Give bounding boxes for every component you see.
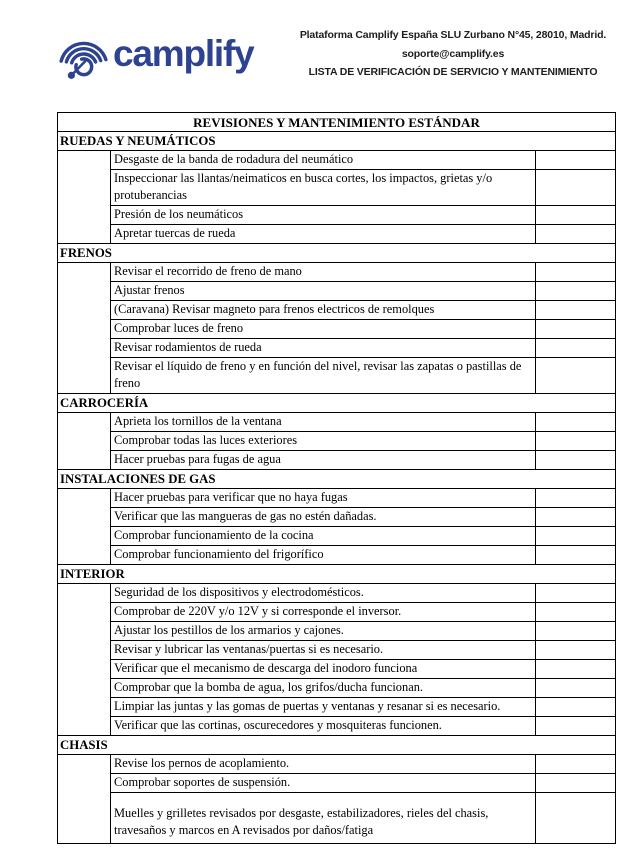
- check-cell: [536, 263, 616, 282]
- checklist-item-row: [58, 206, 616, 225]
- checklist-item-row: [58, 225, 616, 244]
- checklist-item-row: [58, 170, 616, 206]
- check-cell: [536, 717, 616, 736]
- item-description: Comprobar que la bomba de agua, los grifos/ducha funcionan.: [111, 679, 536, 698]
- item-description: Muelles y grilletes revisados por desgaste, estabilizadores, rieles del chasis, travesaños y marcos en A revisados por daños/fatiga: [111, 793, 536, 844]
- item-description: (Caravana) Revisar magneto para frenos electricos de remolques: [111, 301, 536, 320]
- indent-cell: [58, 755, 111, 844]
- checklist-item-row: [58, 603, 616, 622]
- indent-cell: [58, 151, 111, 244]
- support-email: soporte@camplify.es: [401, 47, 505, 60]
- check-cell: [536, 206, 616, 225]
- header-info: [286, 26, 620, 82]
- section-title: RUEDAS Y NEUMÁTICOS: [58, 132, 616, 151]
- check-cell: [536, 679, 616, 698]
- check-cell: [536, 225, 616, 244]
- checklist-item-row: [58, 793, 616, 844]
- item-description: Hacer pruebas para verificar que no haya fugas: [111, 489, 536, 508]
- checklist-item-row: [58, 679, 616, 698]
- check-cell: [536, 698, 616, 717]
- check-cell: [536, 320, 616, 339]
- item-description: Desgaste de la banda de rodadura del neumático: [111, 151, 536, 170]
- item-description: Comprobar funcionamiento del frigorífico: [111, 546, 536, 565]
- camplify-signal-gauge-icon: [56, 36, 110, 81]
- table-title-row: [58, 113, 616, 132]
- checklist-item-row: [58, 432, 616, 451]
- check-cell: [536, 170, 616, 206]
- section-header-row: [58, 565, 616, 584]
- checklist-table: [57, 112, 616, 844]
- table-title: REVISIONES Y MANTENIMIENTO ESTÁNDAR: [58, 113, 616, 132]
- checklist-item-row: [58, 320, 616, 339]
- checklist-item-row: [58, 717, 616, 736]
- check-cell: [536, 622, 616, 641]
- check-cell: [536, 451, 616, 470]
- item-description: Verificar que las mangueras de gas no estén dañadas.: [111, 508, 536, 527]
- checklist-item-row: [58, 301, 616, 320]
- checklist-item-row: [58, 508, 616, 527]
- document-title: LISTA DE VERIFICACIÓN DE SERVICIO Y MANTENIMIENTO: [308, 66, 598, 78]
- check-cell: [536, 432, 616, 451]
- checklist-item-row: [58, 358, 616, 394]
- indent-cell: [58, 263, 111, 394]
- checklist-item-row: [58, 660, 616, 679]
- check-cell: [536, 527, 616, 546]
- item-description: Comprobar luces de freno: [111, 320, 536, 339]
- item-description: Verificar que el mecanismo de descarga del inodoro funciona: [111, 660, 536, 679]
- item-description: Comprobar soportes de suspensión.: [111, 774, 536, 793]
- logo-wordmark: camplify: [113, 33, 254, 74]
- check-cell: [536, 660, 616, 679]
- item-description: Revise los pernos de acoplamiento.: [111, 755, 536, 774]
- indent-cell: [58, 489, 111, 565]
- check-cell: [536, 301, 616, 320]
- checklist-item-row: [58, 774, 616, 793]
- item-description: Revisar el recorrido de freno de mano: [111, 263, 536, 282]
- checklist-item-row: [58, 263, 616, 282]
- checklist-item-row: [58, 282, 616, 301]
- item-description: Ajustar los pestillos de los armarios y cajones.: [111, 622, 536, 641]
- checklist-item-row: [58, 413, 616, 432]
- item-description: Revisar rodamientos de rueda: [111, 339, 536, 358]
- checklist-item-row: [58, 641, 616, 660]
- indent-cell: [58, 413, 111, 470]
- checklist-item-row: [58, 489, 616, 508]
- section-title: INSTALACIONES DE GAS: [58, 470, 616, 489]
- item-description: Aprieta los tornillos de la ventana: [111, 413, 536, 432]
- checklist-item-row: [58, 698, 616, 717]
- checklist-item-row: [58, 622, 616, 641]
- item-description: Comprobar de 220V y/o 12V y si corresponde el inversor.: [111, 603, 536, 622]
- check-cell: [536, 282, 616, 301]
- checklist-item-row: [58, 584, 616, 603]
- item-description: Verificar que las cortinas, oscurecedores y mosquiteras funcionen.: [111, 717, 536, 736]
- check-cell: [536, 358, 616, 394]
- check-cell: [536, 339, 616, 358]
- section-title: INTERIOR: [58, 565, 616, 584]
- check-cell: [536, 584, 616, 603]
- section-header-row: [58, 470, 616, 489]
- section-title: CHASIS: [58, 736, 616, 755]
- item-description: Ajustar frenos: [111, 282, 536, 301]
- item-description: Hacer pruebas para fugas de agua: [111, 451, 536, 470]
- section-header-row: [58, 736, 616, 755]
- section-header-row: [58, 132, 616, 151]
- check-cell: [536, 774, 616, 793]
- check-cell: [536, 755, 616, 774]
- item-description: Presión de los neumáticos: [111, 206, 536, 225]
- section-title: CARROCERÍA: [58, 394, 616, 413]
- item-description: Inspeccionar las llantas/neimaticos en busca cortes, los impactos, grietas y/o protuberancias: [111, 170, 536, 206]
- check-cell: [536, 546, 616, 565]
- checklist-item-row: [58, 151, 616, 170]
- item-description: Revisar y lubricar las ventanas/puertas si es necesario.: [111, 641, 536, 660]
- item-description: Comprobar todas las luces exteriores: [111, 432, 536, 451]
- company-address: Plataforma Camplify España SLU Zurbano N°45, 28010, Madrid.: [299, 29, 607, 41]
- check-cell: [536, 489, 616, 508]
- item-description: Comprobar funcionamiento de la cocina: [111, 527, 536, 546]
- section-header-row: [58, 394, 616, 413]
- check-cell: [536, 641, 616, 660]
- checklist-item-row: [58, 755, 616, 774]
- checklist-item-row: [58, 546, 616, 565]
- check-cell: [536, 508, 616, 527]
- section-title: FRENOS: [58, 244, 616, 263]
- check-cell: [536, 151, 616, 170]
- checklist-item-row: [58, 451, 616, 470]
- indent-cell: [58, 584, 111, 736]
- item-description: Seguridad de los dispositivos y electrodomésticos.: [111, 584, 536, 603]
- checklist-item-row: [58, 527, 616, 546]
- section-header-row: [58, 244, 616, 263]
- camplify-logo: [56, 30, 254, 81]
- item-description: Apretar tuercas de rueda: [111, 225, 536, 244]
- check-cell: [536, 793, 616, 844]
- check-cell: [536, 603, 616, 622]
- item-description: Revisar el líquido de freno y en función del nivel, revisar las zapatas o pastillas de freno: [111, 358, 536, 394]
- item-description: Limpiar las juntas y las gomas de puertas y ventanas y resanar si es necesario.: [111, 698, 536, 717]
- check-cell: [536, 413, 616, 432]
- checklist-item-row: [58, 339, 616, 358]
